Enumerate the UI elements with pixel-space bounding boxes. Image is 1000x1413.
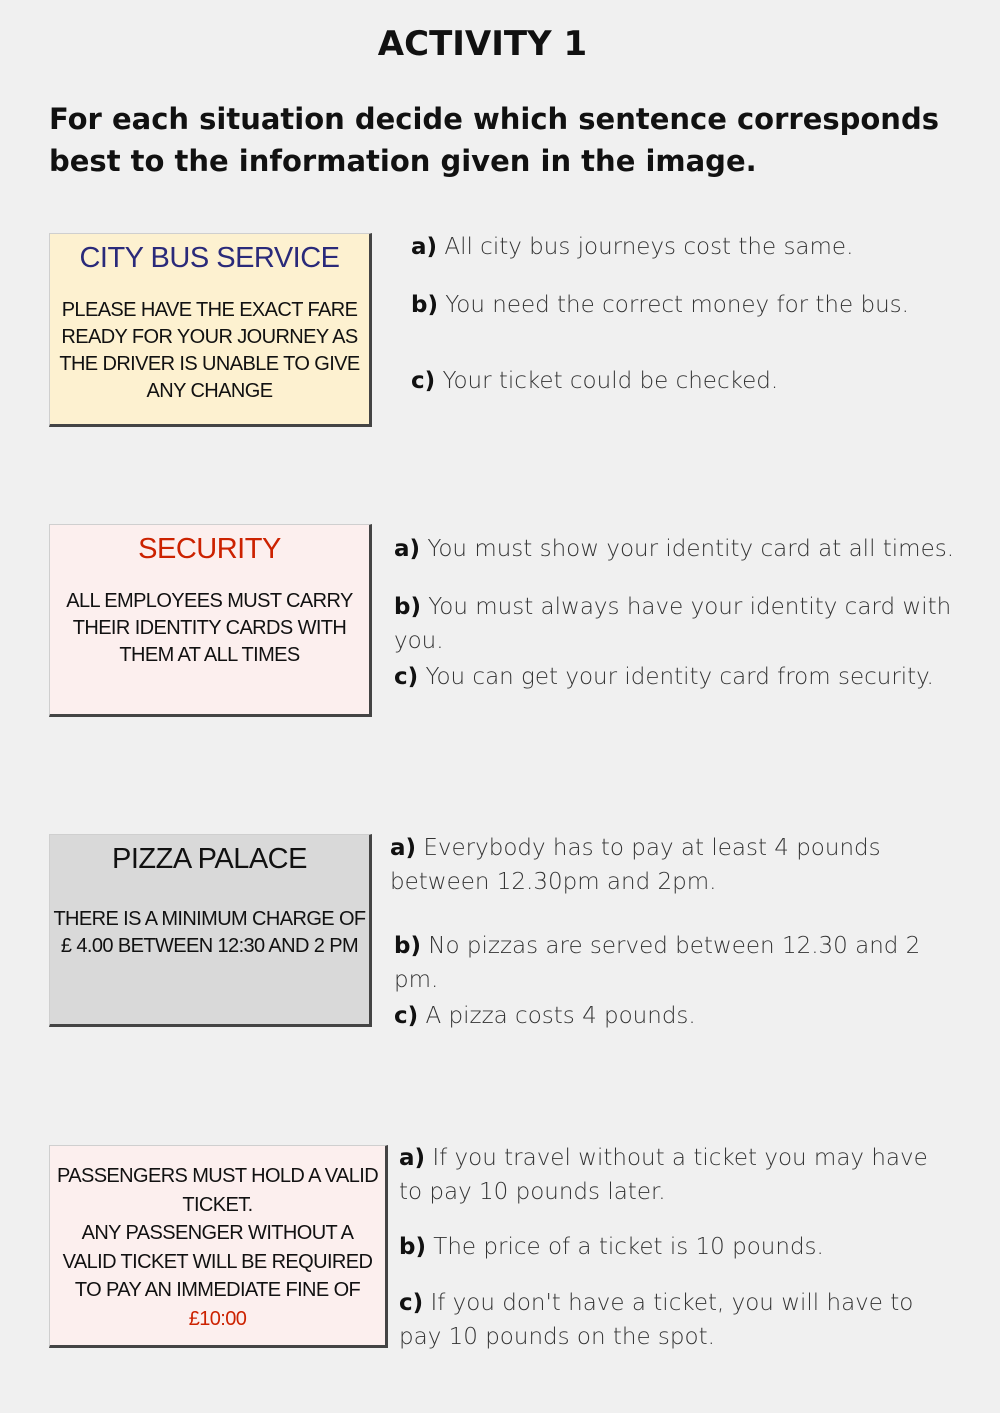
option-3a[interactable] [390, 831, 960, 899]
option-2a[interactable] [394, 532, 994, 566]
option-text: You can get your identity card from security. [425, 664, 934, 690]
option-3c[interactable] [394, 999, 964, 1033]
option-text: All city bus journeys cost the same. [444, 234, 854, 260]
option-text: You must show your identity card at all times. [427, 536, 955, 562]
option-text: Everybody has to pay at least 4 pounds between 12.30pm and 2pm. [390, 835, 881, 895]
option-letter: b) [399, 1234, 426, 1260]
sign-security [49, 524, 372, 717]
option-letter: c) [394, 1003, 419, 1029]
option-text: You need the correct money for the bus. [445, 292, 909, 318]
option-letter: c) [399, 1290, 424, 1316]
option-text: A pizza costs 4 pounds. [425, 1003, 696, 1029]
sign-body: PLEASE HAVE THE EXACT FARE READY FOR YOUR JOURNEY AS THE DRIVER IS UNABLE TO GIVE ANY CHANGE [59, 299, 360, 402]
option-4b[interactable] [399, 1230, 939, 1264]
sign-heading: CITY BUS SERVICE [79, 242, 340, 274]
option-1a[interactable] [411, 230, 971, 264]
sign-heading: PIZZA PALACE [112, 843, 307, 875]
option-letter: a) [390, 835, 417, 861]
option-text: You must always have your identity card with you. [394, 594, 952, 654]
option-text: No pizzas are served between 12.30 and 2 pm. [394, 933, 921, 993]
option-4c[interactable] [399, 1286, 939, 1354]
sign-fine: £10:00 [188, 1307, 247, 1330]
option-text: The price of a ticket is 10 pounds. [433, 1234, 824, 1260]
option-letter: a) [399, 1145, 426, 1171]
sign-body: PASSENGERS MUST HOLD A VALID TICKET. ANY PASSENGER WITHOUT A VALID TICKET WILL BE REQUIRED TO PAY AN IMMEDIATE FINE OF [56, 1165, 379, 1301]
sign-city-bus [49, 233, 372, 427]
option-2c[interactable] [394, 660, 994, 694]
option-1c[interactable] [411, 364, 971, 398]
option-letter: b) [394, 594, 421, 620]
sign-pizza-palace [49, 834, 372, 1027]
instructions: For each situation decide which sentence corresponds best to the information given in the image. [49, 102, 939, 178]
sign-passengers-ticket [49, 1145, 388, 1348]
option-text: If you travel without a ticket you may have to pay 10 pounds later. [399, 1145, 928, 1205]
option-4a[interactable] [399, 1141, 939, 1209]
option-letter: b) [411, 292, 438, 318]
sign-body: THERE IS A MINIMUM CHARGE OF £ 4.00 BETWEEN 12:30 AND 2 PM [53, 908, 366, 957]
option-text: Your ticket could be checked. [442, 368, 779, 394]
option-letter: a) [394, 536, 421, 562]
option-letter: c) [411, 368, 436, 394]
page-title: ACTIVITY 1 [377, 24, 588, 64]
option-1b[interactable] [411, 288, 971, 322]
sign-body: ALL EMPLOYEES MUST CARRY THEIR IDENTITY CARDS WITH THEM AT ALL TIMES [66, 590, 353, 666]
option-letter: c) [394, 664, 419, 690]
option-letter: a) [411, 234, 438, 260]
option-text: If you don't have a ticket, you will have to pay 10 pounds on the spot. [399, 1290, 914, 1350]
option-2b[interactable] [394, 590, 994, 658]
sign-heading: SECURITY [138, 533, 281, 565]
option-3b[interactable] [394, 929, 964, 997]
option-letter: b) [394, 933, 421, 959]
